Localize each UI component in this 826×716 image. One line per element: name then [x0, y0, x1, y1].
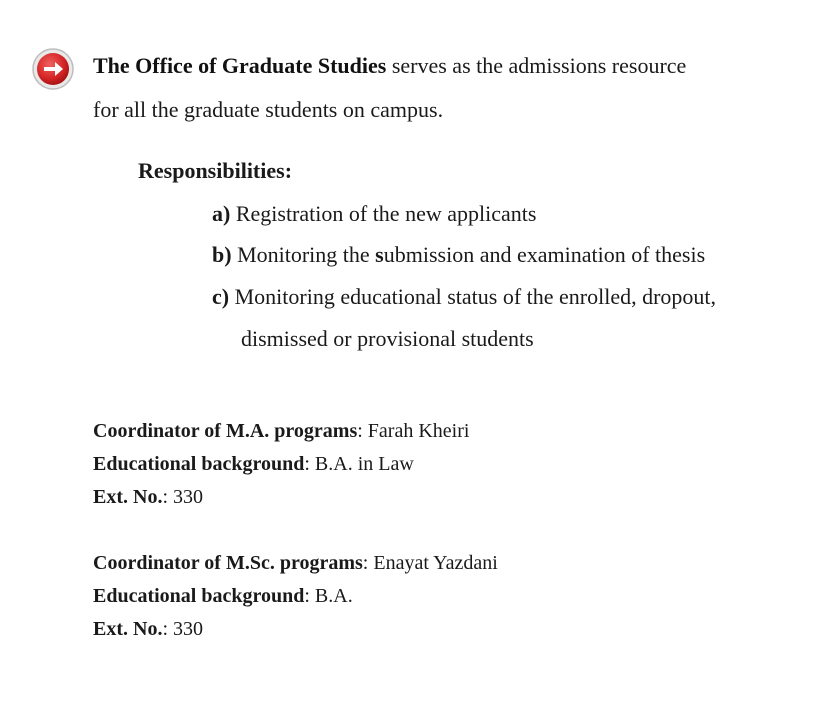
background-label: Educational background — [93, 585, 305, 607]
responsibilities-title: Responsibilities: — [138, 158, 293, 183]
background-msc-line — [93, 582, 353, 610]
intro-line1-rest: serves as the admissions resource — [386, 53, 687, 78]
item-letter: b) — [212, 242, 232, 267]
background-label: Educational background — [93, 453, 305, 475]
background-ma-line — [93, 450, 414, 478]
item-letter: c) — [212, 284, 230, 309]
item-text-post: ubmission and examination of thesis — [383, 242, 706, 267]
item-text: Monitoring educational status of the enrolled, dropout, — [229, 284, 717, 309]
item-text-pre: Monitoring the — [231, 242, 376, 267]
ext-label: Ext. No. — [93, 618, 163, 640]
background-value: : B.A. in Law — [304, 453, 414, 475]
responsibility-item-a — [212, 199, 536, 229]
item-letter: a) — [212, 201, 231, 226]
coordinator-label: Coordinator of M.Sc. programs — [93, 552, 363, 574]
coordinator-msc-line — [93, 549, 498, 577]
ext-msc-line — [93, 615, 203, 643]
office-name: The Office of Graduate Studies — [93, 53, 387, 78]
intro-line2: for all the graduate students on campus. — [93, 97, 444, 122]
coordinator-name: : Farah Kheiri — [357, 420, 470, 442]
responsibility-item-c-continuation: dismissed or provisional students — [241, 326, 534, 351]
ext-value: : 330 — [162, 618, 204, 640]
coordinator-ma-line — [93, 417, 469, 445]
item-text: Registration of the new applicants — [230, 201, 537, 226]
responsibility-item-c — [212, 282, 716, 312]
coordinator-name: : Enayat Yazdani — [362, 552, 498, 574]
coordinator-label: Coordinator of M.A. programs — [93, 420, 358, 442]
ext-value: : 330 — [162, 486, 204, 508]
arrow-right-circle-icon — [31, 47, 75, 91]
background-value: : B.A. — [304, 585, 353, 607]
item-text-bold: s — [375, 242, 384, 267]
intro-paragraph — [93, 44, 793, 132]
ext-ma-line — [93, 483, 203, 511]
ext-label: Ext. No. — [93, 486, 163, 508]
responsibility-item-b — [212, 240, 705, 270]
